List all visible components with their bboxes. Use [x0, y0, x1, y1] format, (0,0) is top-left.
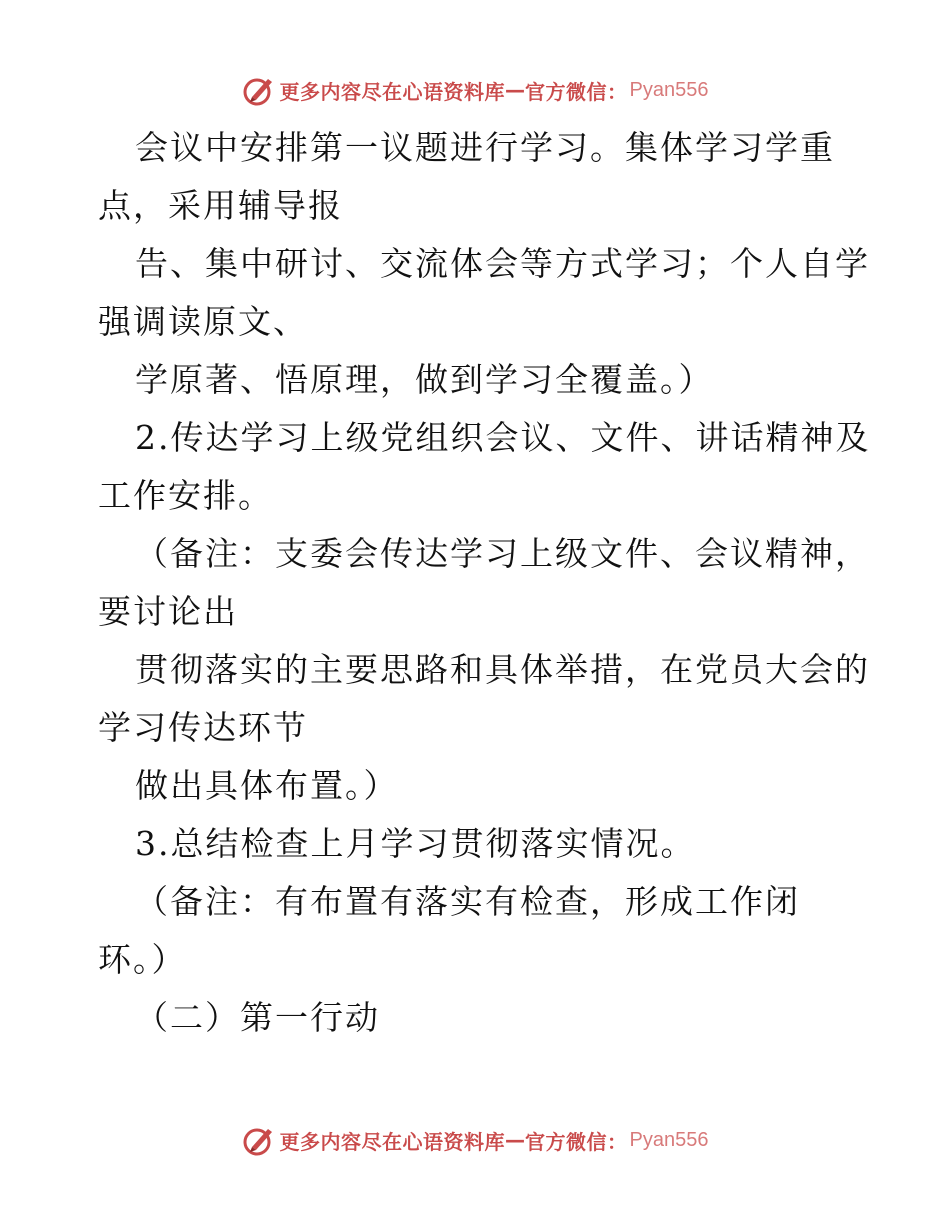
- watermark-wechat-id: Pyan556: [629, 1128, 709, 1151]
- body-line: 学习传达环节: [98, 708, 308, 747]
- body-line: 强调读原文、: [98, 302, 308, 341]
- body-line: （备注：有布置有落实有检查，形成工作闭: [135, 882, 800, 921]
- watermark-wechat-label: 官方微信：: [525, 1129, 628, 1154]
- body-line: 做出具体布置。）: [135, 766, 399, 805]
- pen-logo-icon: [242, 73, 276, 107]
- body-line: （二）第一行动: [135, 998, 380, 1037]
- body-line: 告、集中研讨、交流体会等方式学习；个人自学: [135, 244, 870, 283]
- body-line: （备注：支委会传达学习上级文件、会议精神，: [135, 534, 870, 573]
- body-line: 会议中安排第一议题进行学习。集体学习学重: [135, 128, 835, 167]
- body-line: 工作安排。: [98, 476, 273, 515]
- pen-logo-icon: [242, 1123, 276, 1157]
- body-line: 3.总结检查上月学习贯彻落实情况。: [135, 824, 696, 863]
- body-line: 2.传达学习上级党组织会议、文件、讲话精神及: [135, 418, 871, 457]
- body-line: 要讨论出: [98, 592, 238, 631]
- header-watermark: [0, 70, 950, 110]
- watermark-text: 更多内容尽在心语资料库: [279, 79, 506, 104]
- body-line: 点，采用辅导报: [98, 186, 343, 225]
- watermark-wechat-id: Pyan556: [629, 78, 709, 101]
- body-line: 学原著、悟原理，做到学习全覆盖。）: [135, 360, 714, 399]
- watermark-separator: —: [505, 1128, 526, 1152]
- body-line: 环。）: [98, 940, 187, 979]
- body-line: 贯彻落实的主要思路和具体举措，在党员大会的: [135, 650, 870, 689]
- footer-watermark: [0, 1120, 950, 1160]
- watermark-wechat-label: 官方微信：: [525, 79, 628, 104]
- watermark-text: 更多内容尽在心语资料库: [279, 1129, 506, 1154]
- watermark-separator: —: [505, 78, 526, 102]
